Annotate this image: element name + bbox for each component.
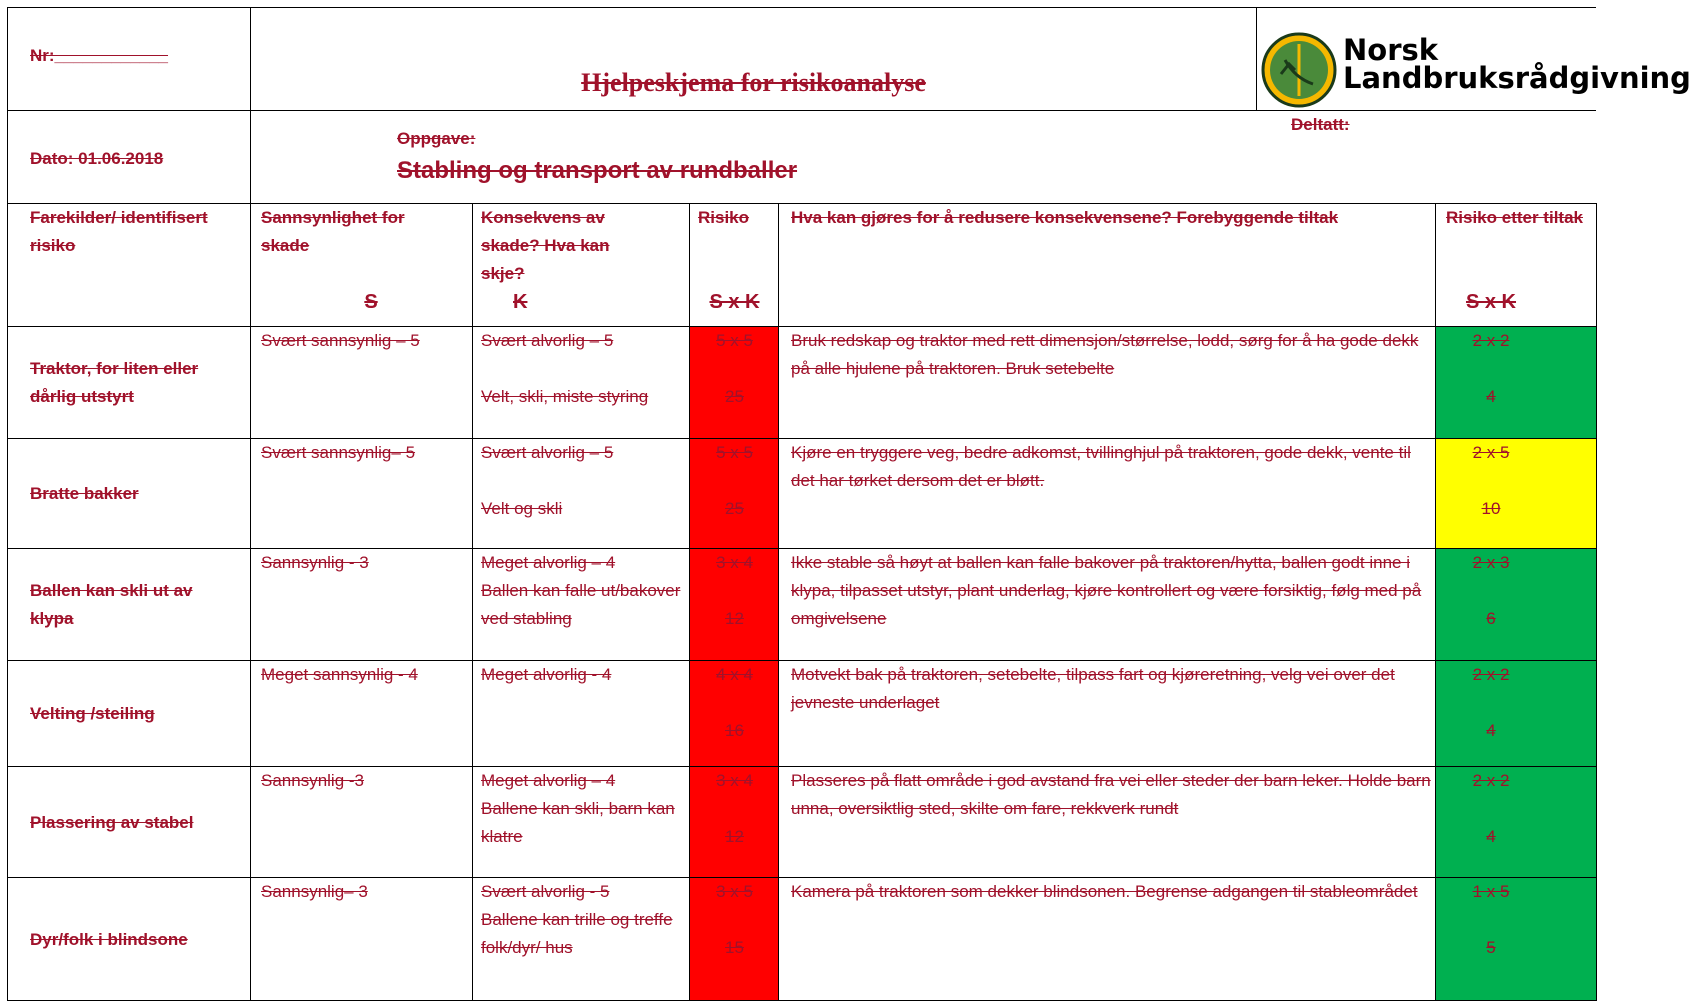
risk-label: Plassering av stabel — [30, 813, 194, 832]
table-row-konsekvens — [472, 766, 690, 878]
col-header-tiltak — [778, 203, 1436, 327]
table-row-etter — [1435, 766, 1597, 878]
risk-label: Ballen kan skli ut av klypa — [30, 581, 193, 628]
nr-cell — [7, 7, 251, 111]
tiltak-text: Kjøre en tryggere veg, bedre adkomst, tvillinghjul på traktoren, gode dekk, vente til det har tørket dersom det er bløtt. — [791, 443, 1411, 490]
dato: Dato: 01.06.2018 — [30, 149, 164, 168]
table-row-risk — [7, 548, 251, 661]
konsekvens-description: Ballene kan skli, barn kan klatre — [481, 799, 675, 846]
col-header-konsekvens — [472, 203, 690, 327]
title-cell — [250, 7, 1257, 111]
table-row-tiltak — [778, 877, 1436, 1001]
sannsynlighet-value: Svært sannsynlig – 5 — [261, 331, 420, 350]
table-row-tiltak — [778, 438, 1436, 549]
table-row-tiltak — [778, 326, 1436, 439]
risiko-formula: 3 x 4 — [716, 553, 753, 572]
risiko-value: 16 — [725, 721, 744, 740]
table-row-konsekvens — [472, 877, 690, 1001]
tiltak-text: Ikke stable så høyt at ballen kan falle bakover på traktoren/hytta, ballen godt inne i klypa, tilpasset utstyr, plant underlag, kjøre kontrollert og være forsiktig, følg med på omgivelsene — [791, 553, 1422, 628]
sannsynlighet-value: Sannsynlig -3 — [261, 771, 365, 790]
oppgave-text: Stabling og transport av rundballer — [397, 157, 798, 184]
konsekvens-level: Svært alvorlig – 5 — [481, 443, 614, 462]
tiltak-text: Kamera på traktoren som dekker blindsonen. Begrense adgangen til stableområdet — [791, 882, 1418, 901]
table-row-etter — [1435, 438, 1597, 549]
konsekvens-level: Meget alvorlig – 4 — [481, 553, 616, 572]
table-row-risiko — [689, 660, 779, 767]
risiko-formula: 3 x 4 — [716, 771, 753, 790]
sannsynlighet-value: Svært sannsynlig– 5 — [261, 443, 416, 462]
table-row-tiltak — [778, 766, 1436, 878]
etter-formula: 2 x 2 — [1472, 331, 1510, 350]
dato-cell — [7, 110, 251, 204]
table-row-sannsynlighet — [250, 438, 473, 549]
col-header-etter-label: Risiko etter tiltak — [1446, 208, 1583, 227]
col-header-sannsynlighet-label: Sannsynlighet for skade — [261, 208, 405, 255]
table-row-konsekvens — [472, 438, 690, 549]
konsekvens-description: Ballen kan falle ut/bakover ved stabling — [481, 581, 681, 628]
etter-value: 4 — [1486, 721, 1496, 740]
deltatt-label: Deltatt: — [1291, 115, 1350, 134]
logo-cell — [1256, 7, 1691, 111]
col-header-risk-label: Farekilder/ identifisert risiko — [30, 208, 208, 255]
table-row-risk — [7, 877, 251, 1001]
risk-label: Traktor, for liten eller dårlig utstyrt — [30, 359, 199, 406]
etter-formula: 2 x 5 — [1472, 443, 1510, 462]
table-row-sannsynlighet — [250, 766, 473, 878]
table-row-etter — [1435, 326, 1597, 439]
col-header-s-symbol: S — [364, 291, 378, 313]
table-row-sannsynlighet — [250, 877, 473, 1001]
table-row-konsekvens — [472, 326, 690, 439]
konsekvens-level: Svært alvorlig - 5 — [481, 882, 610, 901]
page-title: Hjelpeskjema for risikoanalyse — [581, 68, 926, 97]
col-header-etter-symbol: S x K — [1465, 291, 1517, 313]
etter-value: 6 — [1486, 609, 1496, 628]
risiko-formula: 4 x 4 — [716, 665, 753, 684]
col-header-k-symbol: K — [513, 291, 528, 313]
table-row-risiko — [689, 548, 779, 661]
table-row-tiltak — [778, 660, 1436, 767]
risk-label: Dyr/folk i blindsone — [30, 930, 188, 949]
etter-formula: 2 x 2 — [1472, 665, 1510, 684]
col-header-risiko-symbol: S x K — [709, 291, 760, 313]
risiko-formula: 5 x 5 — [716, 331, 753, 350]
table-row-risk — [7, 660, 251, 767]
table-row-tiltak — [778, 548, 1436, 661]
logo-text — [1343, 33, 1691, 95]
table-row-sannsynlighet — [250, 326, 473, 439]
etter-formula: 2 x 2 — [1472, 771, 1510, 790]
table-row-konsekvens — [472, 548, 690, 661]
col-header-etter — [1435, 203, 1597, 327]
risiko-value: 25 — [725, 387, 744, 406]
risiko-formula: 3 x 5 — [716, 882, 753, 901]
table-row-risiko — [689, 326, 779, 439]
oppgave-label: Oppgave: — [397, 129, 476, 148]
table-row-risk — [7, 766, 251, 878]
logo-line2: Landbruksrådgivning — [1343, 61, 1691, 95]
table-row-risk — [7, 438, 251, 549]
risiko-value: 12 — [725, 827, 744, 846]
tiltak-text: Plasseres på flatt område i god avstand fra vei eller steder der barn leker. Holde barn unna, oversiktlig sted, skilte om fare, rekkverk rundt — [791, 771, 1431, 818]
konsekvens-level: Meget alvorlig – 4 — [481, 771, 616, 790]
col-header-tiltak-label: Hva kan gjøres for å redusere konsekvensene? Forebyggende tiltak — [791, 208, 1339, 227]
logo-line1: Norsk — [1343, 33, 1439, 67]
etter-value: 4 — [1486, 387, 1496, 406]
sannsynlighet-value: Sannsynlig– 3 — [261, 882, 368, 901]
etter-formula: 2 x 3 — [1472, 553, 1510, 572]
risiko-formula: 5 x 5 — [716, 443, 753, 462]
table-row-etter — [1435, 548, 1597, 661]
risiko-value: 12 — [725, 609, 744, 628]
table-row-risiko — [689, 438, 779, 549]
logo-icon — [1259, 30, 1339, 110]
konsekvens-description: Velt, skli, miste styring — [481, 387, 649, 406]
konsekvens-description: Velt og skli — [481, 499, 563, 518]
sannsynlighet-value: Sannsynlig - 3 — [261, 553, 369, 572]
risiko-value: 25 — [725, 499, 744, 518]
etter-value: 4 — [1486, 827, 1496, 846]
konsekvens-description: Ballene kan trille og treffe folk/dyr/ hus — [481, 910, 673, 957]
tiltak-text: Motvekt bak på traktoren, setebelte, tilpass fart og kjøreretning, velg vei over det jevneste underlaget — [791, 665, 1395, 712]
etter-value: 5 — [1486, 938, 1496, 957]
konsekvens-level: Meget alvorlig - 4 — [481, 665, 612, 684]
table-row-sannsynlighet — [250, 548, 473, 661]
table-row-sannsynlighet — [250, 660, 473, 767]
table-row-risk — [7, 326, 251, 439]
col-header-konsekvens-label: Konsekvens av skade? Hva kan skje? — [481, 208, 610, 283]
sannsynlighet-value: Meget sannsynlig - 4 — [261, 665, 418, 684]
col-header-sannsynlighet — [250, 203, 473, 327]
risk-label: Bratte bakker — [30, 484, 139, 503]
tiltak-text: Bruk redskap og traktor med rett dimensjon/størrelse, lodd, sørg for å ha gode dekk på alle hjulene på traktoren. Bruk setebelte — [791, 331, 1419, 378]
oppgave-cell — [250, 110, 1596, 204]
risiko-value: 15 — [725, 938, 744, 957]
table-row-etter — [1435, 660, 1597, 767]
table-row-etter — [1435, 877, 1597, 1001]
konsekvens-level: Svært alvorlig – 5 — [481, 331, 614, 350]
risk-label: Velting /steiling — [30, 704, 155, 723]
table-row-risiko — [689, 877, 779, 1001]
col-header-risiko-label: Risiko — [698, 208, 750, 227]
table-row-risiko — [689, 766, 779, 878]
nr-label: Nr:____________ — [30, 46, 169, 65]
col-header-risiko — [689, 203, 779, 327]
etter-formula: 1 x 5 — [1472, 882, 1510, 901]
table-row-konsekvens — [472, 660, 690, 767]
etter-value: 10 — [1481, 499, 1501, 518]
col-header-risk — [7, 203, 251, 327]
